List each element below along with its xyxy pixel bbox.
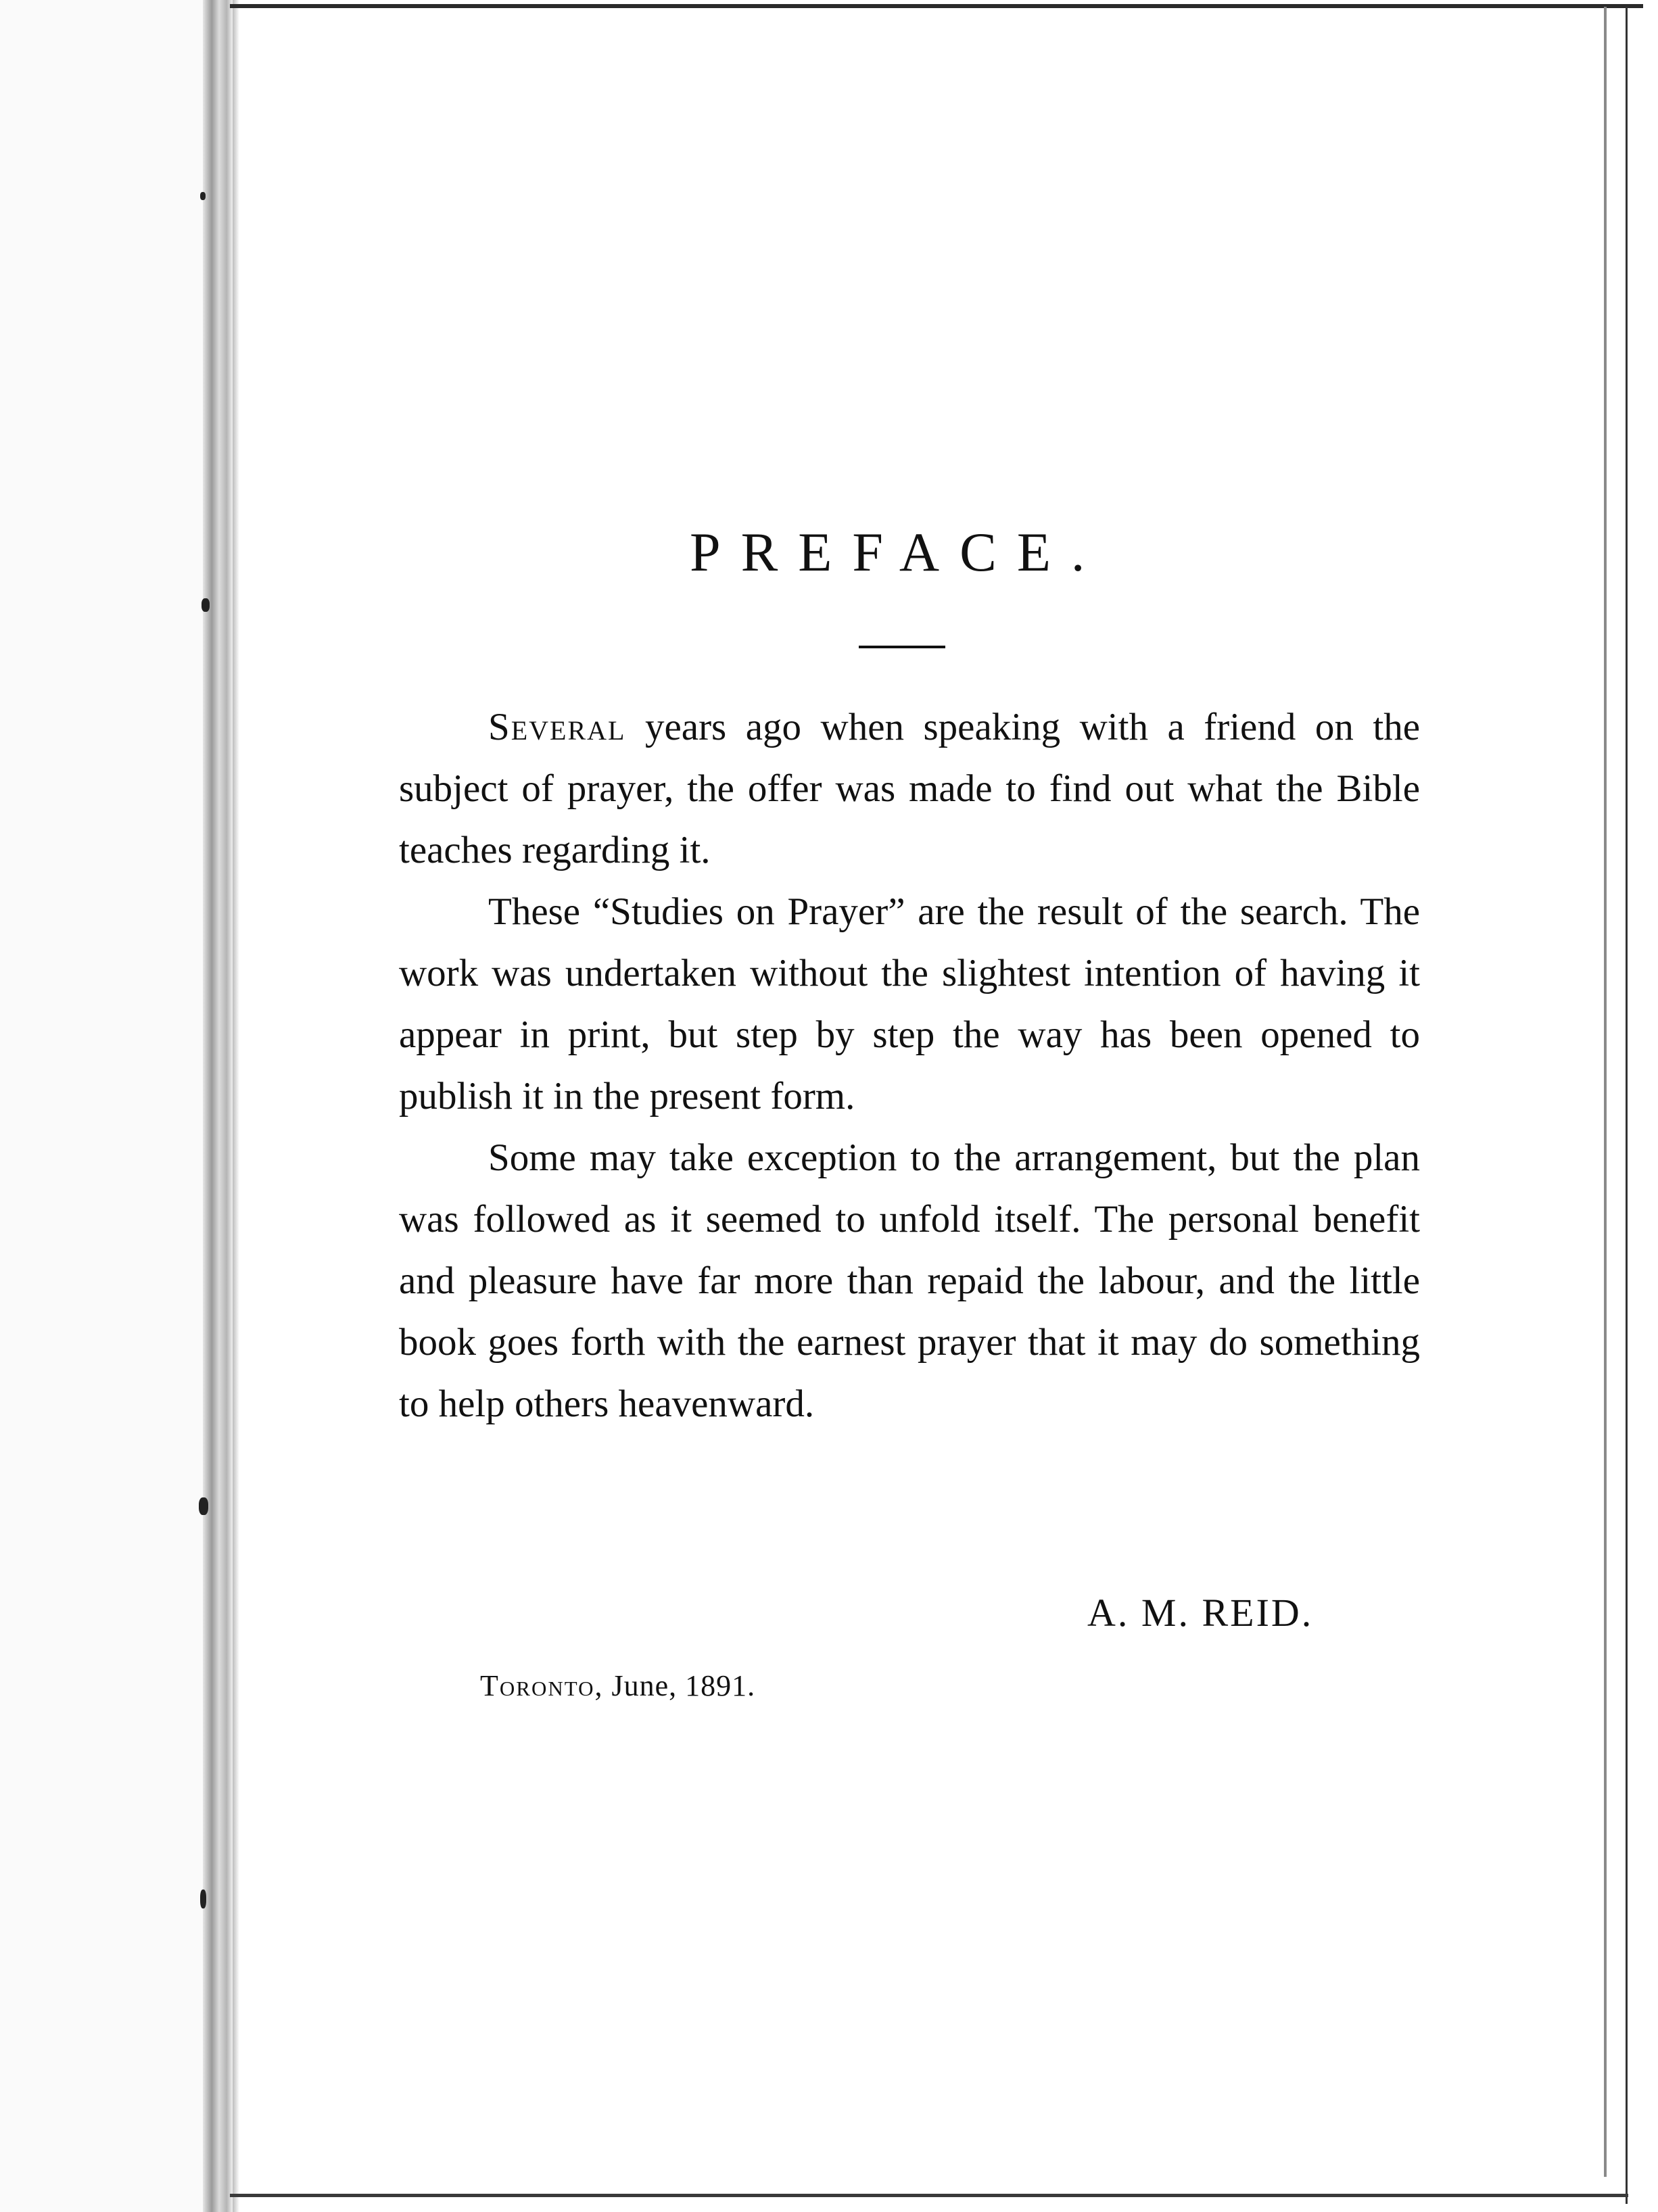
paragraph-1 bbox=[399, 696, 1420, 881]
date: June, 1891. bbox=[603, 1669, 756, 1702]
author-signature: A. M. REID. bbox=[1087, 1591, 1314, 1635]
paragraph-2: These “Studies on Prayer” are the result of the search. The work was undertaken without the slightest intention of having it appear in print, but step by step the way has been opened to publish it in the present form. bbox=[399, 890, 1420, 1117]
scan-speck bbox=[202, 598, 210, 612]
book-gutter bbox=[203, 0, 233, 2212]
page-right-edge bbox=[1604, 7, 1607, 2177]
gutter-shadow bbox=[233, 0, 239, 2212]
left-blank-page bbox=[0, 0, 203, 2212]
scan-speck bbox=[199, 1497, 208, 1515]
place: Toronto, bbox=[480, 1669, 604, 1702]
page-outer-edge bbox=[1626, 7, 1628, 2204]
page-title: PREFACE. bbox=[690, 521, 1106, 583]
preface-body bbox=[399, 696, 1420, 1435]
title-divider bbox=[859, 646, 945, 648]
paragraph-3: Some may take exception to the arrangement, but the plan was followed as it seemed to unfold itself. The personal benefit and pleasure have far more than repaid the labour, and the little book goes forth with the earnest prayer that it may do something to help others heavenward. bbox=[399, 1136, 1420, 1425]
scan-speck bbox=[200, 192, 206, 200]
paragraph-1-lead: Several bbox=[488, 706, 626, 748]
place-and-date bbox=[480, 1668, 755, 1703]
page-bottom-edge bbox=[230, 2194, 1628, 2197]
scan-speck bbox=[200, 1890, 206, 1908]
page-top-edge bbox=[230, 4, 1643, 8]
paragraph-1-text: years ago when speaking with a friend on the subject of prayer, the offer was made to find out what the Bible teaches regarding it. bbox=[399, 706, 1420, 871]
